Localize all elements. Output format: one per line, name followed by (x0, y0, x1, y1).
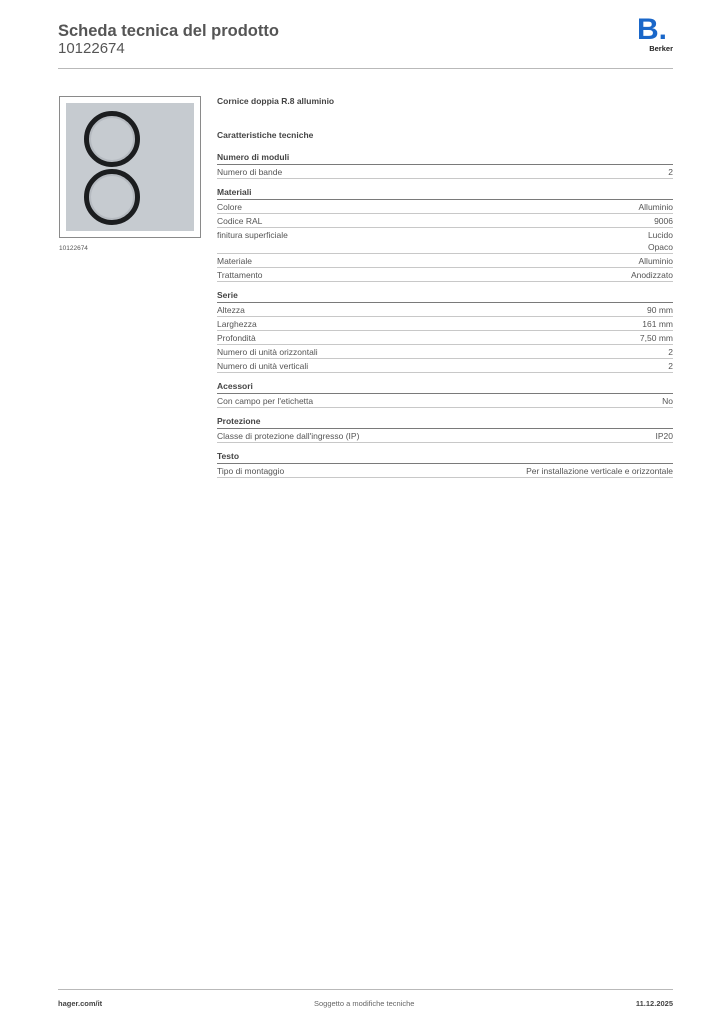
spec-value-line: 9006 (654, 216, 673, 226)
spec-value-line: No (662, 396, 673, 406)
spec-value (668, 360, 673, 372)
spec-section (217, 451, 673, 478)
spec-value-line: 161 mm (642, 319, 673, 329)
spec-row (217, 345, 673, 359)
footer-note: Soggetto a modifiche tecniche (314, 999, 415, 1008)
spec-label: Tipo di montaggio (217, 466, 285, 476)
spec-row (217, 303, 673, 317)
logo-text: Berker (649, 44, 673, 53)
product-image (59, 96, 201, 238)
spec-value-line: Anodizzato (630, 270, 673, 280)
berker-logo (637, 13, 673, 56)
spec-value-line: 2 (668, 347, 673, 357)
spec-label: Colore (217, 202, 243, 212)
spec-value-line: 90 mm (647, 305, 673, 315)
frame-plate (66, 103, 194, 231)
spec-sections (217, 152, 673, 478)
spec-row (217, 214, 673, 228)
spec-section (217, 381, 673, 408)
spec-section (217, 187, 673, 282)
section-title: Materiali (217, 187, 673, 200)
section-title: Numero di moduli (217, 152, 673, 165)
logo-letter: B. (637, 13, 667, 46)
frame-opening-bottom (84, 169, 140, 225)
spec-value (654, 215, 673, 227)
page-header (58, 13, 673, 70)
spec-value (668, 166, 673, 178)
section-title: Acessori (217, 381, 673, 394)
footer-date: 11.12.2025 (635, 999, 673, 1008)
spec-value-line: Alluminio (638, 256, 673, 266)
spec-value-line: Opaco (647, 242, 673, 252)
spec-label: Numero di unità verticali (217, 361, 309, 371)
spec-row (217, 464, 673, 478)
spec-value (656, 430, 674, 442)
spec-row (217, 200, 673, 214)
spec-row (217, 429, 673, 443)
spec-label: Materiale (217, 256, 252, 266)
spec-label: Numero di unità orizzontali (217, 347, 318, 357)
spec-value-line: Alluminio (638, 202, 673, 212)
spec-label: Con campo per l'etichetta (217, 396, 314, 406)
spec-value (526, 465, 673, 477)
spec-label: Classe di protezione dall'ingresso (IP) (217, 431, 360, 441)
spec-value-line: 2 (668, 361, 673, 371)
frame-opening-top (84, 111, 140, 167)
spec-value-line: 7,50 mm (639, 333, 673, 343)
spec-section (217, 152, 673, 179)
spec-section (217, 290, 673, 373)
spec-row (217, 228, 673, 254)
spec-content (217, 96, 673, 478)
spec-label: Profondità (217, 333, 256, 343)
image-caption: 10122674 (59, 245, 88, 252)
spec-label: Altezza (217, 305, 245, 315)
product-code: 10122674 (58, 40, 125, 57)
spec-value (639, 255, 674, 267)
spec-row (217, 317, 673, 331)
spec-row (217, 165, 673, 179)
spec-label: finitura superficiale (217, 230, 288, 240)
spec-label: Codice RAL (217, 216, 263, 226)
spec-row (217, 359, 673, 373)
spec-value-line: IP20 (655, 431, 673, 441)
spec-label: Trattamento (217, 270, 263, 280)
spec-row (217, 331, 673, 345)
spec-value (640, 332, 673, 344)
page-footer (58, 989, 673, 1009)
spec-value (648, 229, 673, 253)
section-title: Serie (217, 290, 673, 303)
spec-row (217, 268, 673, 282)
product-name: Cornice doppia R.8 alluminio (217, 96, 335, 106)
spec-value (642, 318, 673, 330)
spec-value (647, 304, 673, 316)
spec-section (217, 416, 673, 443)
footer-website: hager.com/it (58, 999, 103, 1008)
spec-value-line: 2 (668, 167, 673, 177)
spec-label: Numero di bande (217, 167, 283, 177)
section-title: Protezione (217, 416, 673, 429)
spec-row (217, 394, 673, 408)
spec-label: Larghezza (217, 319, 257, 329)
spec-value-line: Lucido (647, 230, 673, 240)
spec-value (662, 395, 673, 407)
spec-row (217, 254, 673, 268)
page-title: Scheda tecnica del prodotto (58, 22, 279, 40)
tech-spec-heading: Caratteristiche tecniche (217, 130, 314, 140)
spec-value (631, 269, 673, 281)
spec-value (639, 201, 674, 213)
section-title: Testo (217, 451, 673, 464)
spec-value (668, 346, 673, 358)
spec-value-line: Per installazione verticale e orizzontale (526, 466, 673, 476)
header-divider (58, 68, 673, 69)
